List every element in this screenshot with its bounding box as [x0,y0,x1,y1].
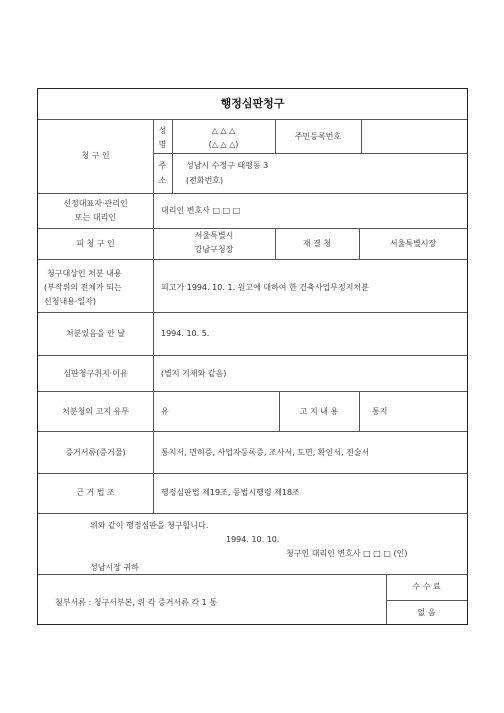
address-value: 성남시 수정구 태평동 3 [186,161,269,170]
administrative-appeal-form [37,88,468,625]
respondent-value: 강남구청장 [194,245,234,254]
evidence-label: 증거서류(증거물) [65,448,126,457]
disposition-label: (부작위의 전체가 되는 [44,283,122,292]
notice-value: 유 [161,407,169,416]
respondent-label: 피 청 구 인 [76,239,115,248]
declaration-signer: 청구인 대리인 변호사 □ □ □ (인) [286,549,408,558]
name-label: 성 [158,126,167,135]
disposition-value: 피고가 1994. 10. 1. 원고에 대하여 한 건축사업무정지처분 [161,283,369,292]
row-divider [38,228,467,229]
declaration-addressee: 성남시장 귀하 [90,563,139,572]
attachments-label: 첨부서류 : 청구서부본, 위 각 증거서류 각 1 통 [55,598,218,607]
known-date-value: 1994. 10. 5. [161,329,210,338]
id-number-label: 주민등록번호 [294,132,342,141]
address-value: (전화번호) [186,176,224,185]
form-title: 행정심판청구 [220,97,285,110]
evidence-value: 통지서, 면허증, 사업자등록증, 조사서, 도면, 확인서, 진술서 [161,448,370,457]
ruling-authority-label: 재 결 청 [302,239,332,248]
claimant-label: 청 구 인 [81,151,110,160]
column-divider [359,391,360,431]
row-divider [38,574,467,575]
legal-basis-value: 행정심판법 제19조, 동법시행령 제18조 [161,488,300,497]
name-value: △ △ △ [211,126,236,135]
row-divider [38,391,467,392]
representative-label: 또는 대리인 [74,213,117,222]
legal-basis-label: 근 거 법 조 [76,488,115,497]
purpose-label: 심판청구취지·이유 [63,369,128,378]
address-label: 주 [158,161,167,170]
fee-label: 수 수 료 [412,582,441,591]
disposition-label: 신청내용·일자) [44,297,97,306]
declaration-date: 1994. 10. 10. [226,535,280,544]
fee-value: 없 음 [417,608,436,617]
notice-content-label: 고 지 내 용 [299,407,339,416]
row-divider [38,119,467,120]
column-divider [361,119,362,153]
row-divider [38,355,467,356]
name-label: 명 [158,140,167,149]
row-divider [38,473,467,474]
row-divider [153,153,467,154]
address-label: 소 [158,176,167,185]
ruling-authority-value: 서울특별시장 [389,239,437,248]
purpose-value: (별지 기재와 같음) [161,369,227,378]
row-divider [386,600,467,601]
notice-content-value: 통지 [372,407,388,416]
notice-label: 처분청의 고지 유무 [62,407,129,416]
row-divider [38,193,467,194]
row-divider [38,513,467,514]
representative-label: 선정대표자·관리인 [63,199,128,208]
row-divider [38,431,467,432]
respondent-value: 서울특별시 [194,231,234,240]
row-divider [38,312,467,313]
known-date-label: 처분있음을 안 날 [65,329,126,338]
declaration-text: 위와 같이 행정심판을 청구합니다. [90,521,209,530]
representative-value: 대리인 변호사 □ □ □ [161,206,241,215]
name-value: (△ △ △) [208,140,239,149]
disposition-label: 청구대상인 처분 내용 [47,269,122,278]
row-divider [38,259,467,260]
